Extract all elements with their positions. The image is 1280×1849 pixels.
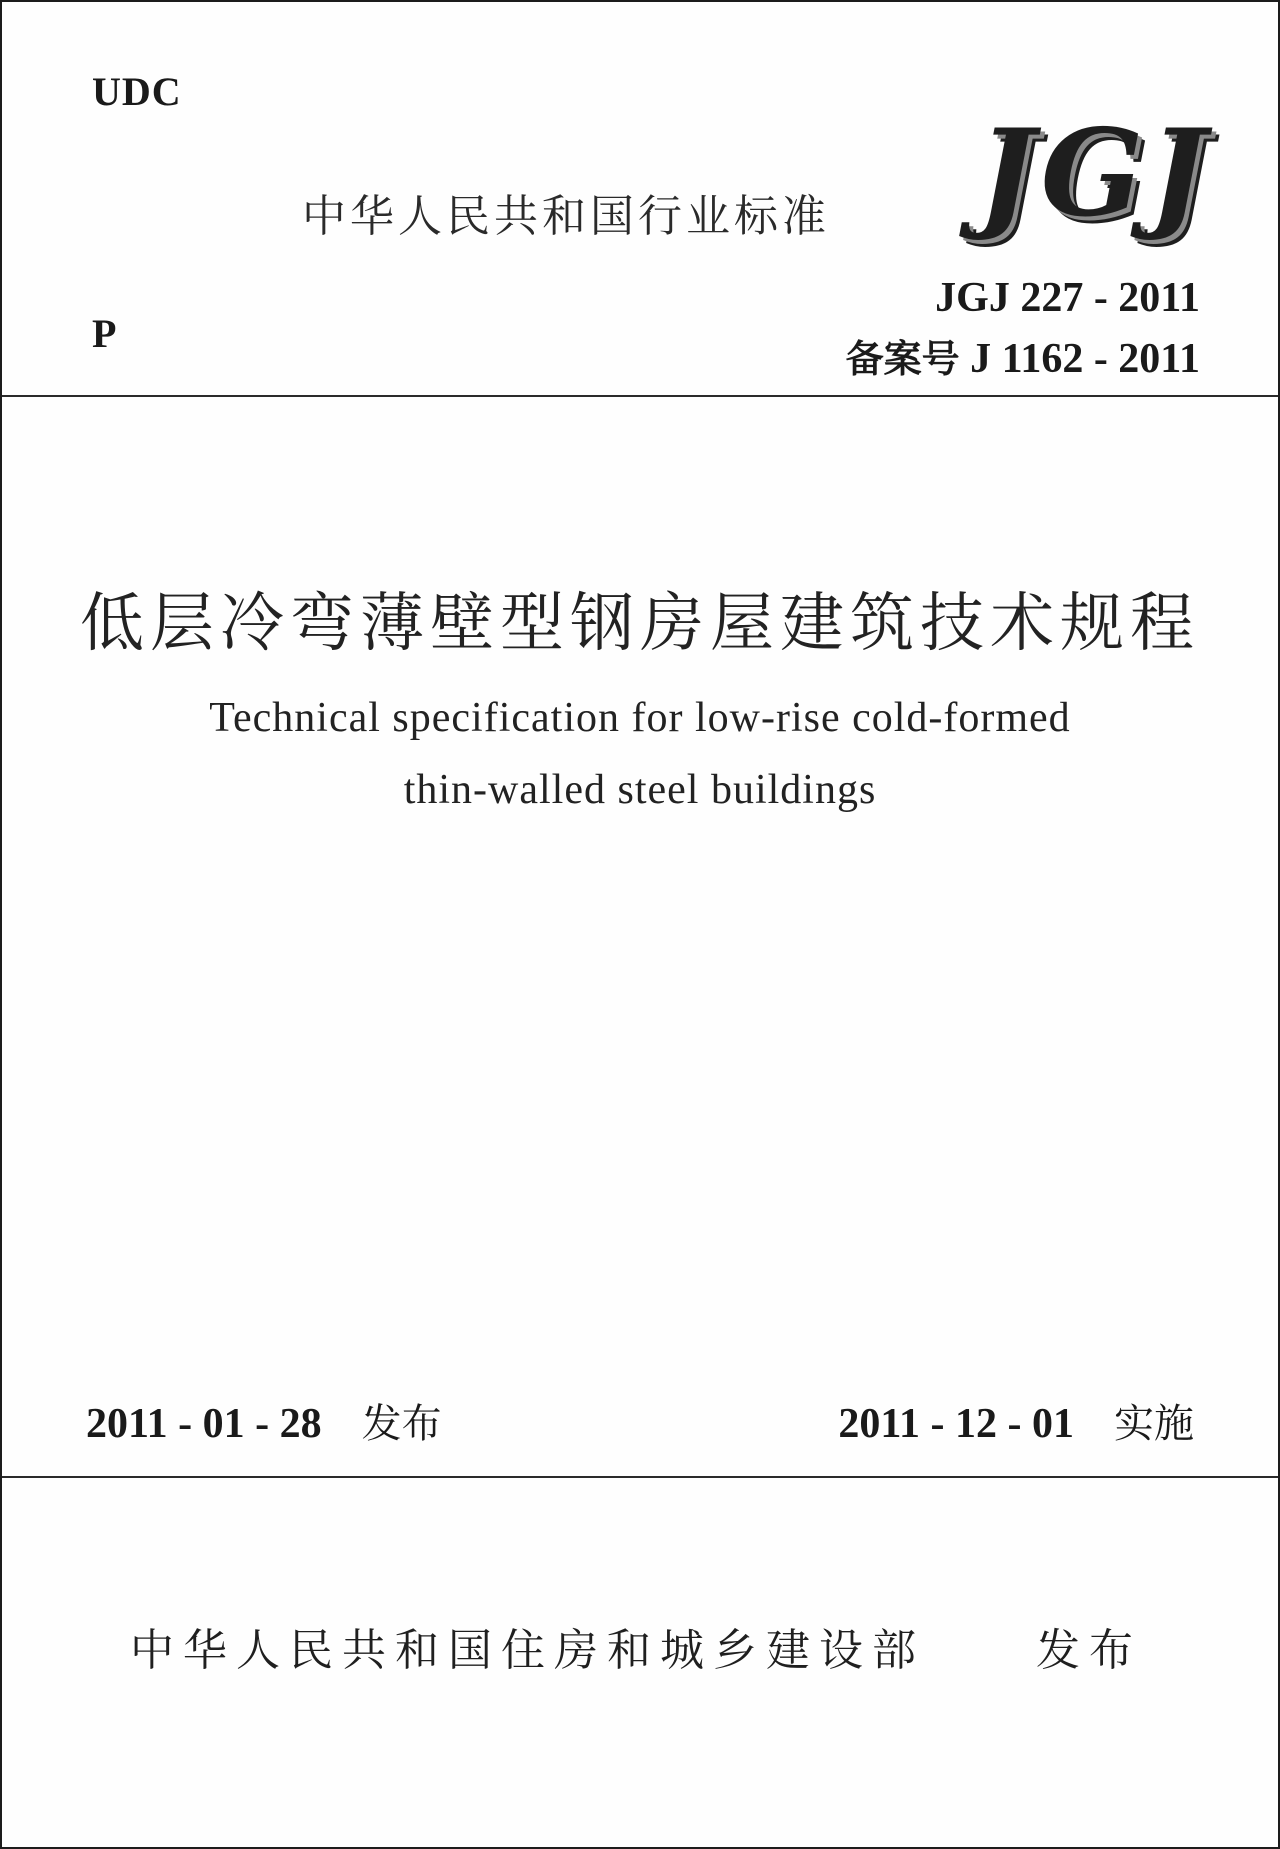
record-prefix: 备案号 xyxy=(845,337,960,381)
standard-number: JGJ 227 - 2011 xyxy=(935,275,1200,321)
title-chinese: 低层冷弯薄壁型钢房屋建筑技术规程 xyxy=(80,587,1200,661)
classification-code: P xyxy=(92,311,117,356)
publisher-name: 中华人民共和国住房和城乡建设部 xyxy=(130,1625,925,1676)
title-english-line1: Technical specification for low-rise cold-formed xyxy=(209,695,1071,741)
logo-letter-g: G xyxy=(1040,103,1146,244)
jgj-logo xyxy=(977,103,1208,244)
implement-label: 实施 xyxy=(1114,1401,1194,1447)
title-english xyxy=(2,682,1278,826)
issue-label: 发布 xyxy=(361,1401,442,1447)
publish-label: 发布 xyxy=(1036,1625,1142,1676)
issue-date: 2011 - 01 - 28 xyxy=(86,1401,322,1447)
series-title: 中华人民共和国行业标准 xyxy=(302,191,830,242)
top-divider xyxy=(2,395,1278,397)
implement-date: 2011 - 12 - 01 xyxy=(838,1401,1074,1447)
implement-date-line xyxy=(838,1392,1194,1449)
bottom-divider xyxy=(2,1476,1278,1478)
logo-letter-j1: J xyxy=(977,103,1037,244)
record-number-line xyxy=(846,328,1200,383)
title-english-line2: thin-walled steel buildings xyxy=(403,767,877,813)
logo-letter-j2: J xyxy=(1149,103,1208,244)
issue-date-line xyxy=(86,1392,442,1449)
record-number: J 1162 - 2011 xyxy=(970,336,1200,382)
udc-code: UDC xyxy=(92,69,182,114)
